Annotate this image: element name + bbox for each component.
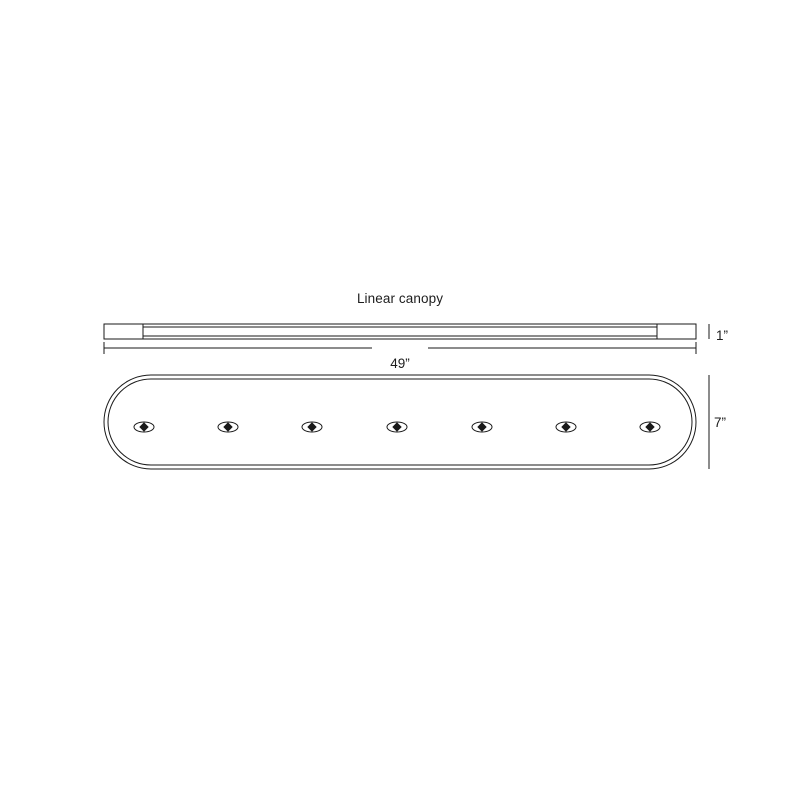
mount-point bbox=[387, 422, 407, 432]
width-label-backdrop bbox=[372, 341, 428, 355]
diagram-title: Linear canopy bbox=[356, 291, 444, 306]
thickness-dimension-label: 1” bbox=[716, 328, 729, 343]
width-dimension-label: 49” bbox=[390, 356, 410, 371]
mount-point bbox=[134, 422, 154, 432]
mount-point bbox=[218, 422, 238, 432]
mount-point bbox=[556, 422, 576, 432]
mount-point bbox=[640, 422, 660, 432]
mount-point bbox=[302, 422, 322, 432]
height-dimension-label: 7” bbox=[714, 415, 727, 430]
mount-point bbox=[472, 422, 492, 432]
profile-outline bbox=[104, 324, 696, 339]
side-view-profile bbox=[104, 324, 696, 339]
